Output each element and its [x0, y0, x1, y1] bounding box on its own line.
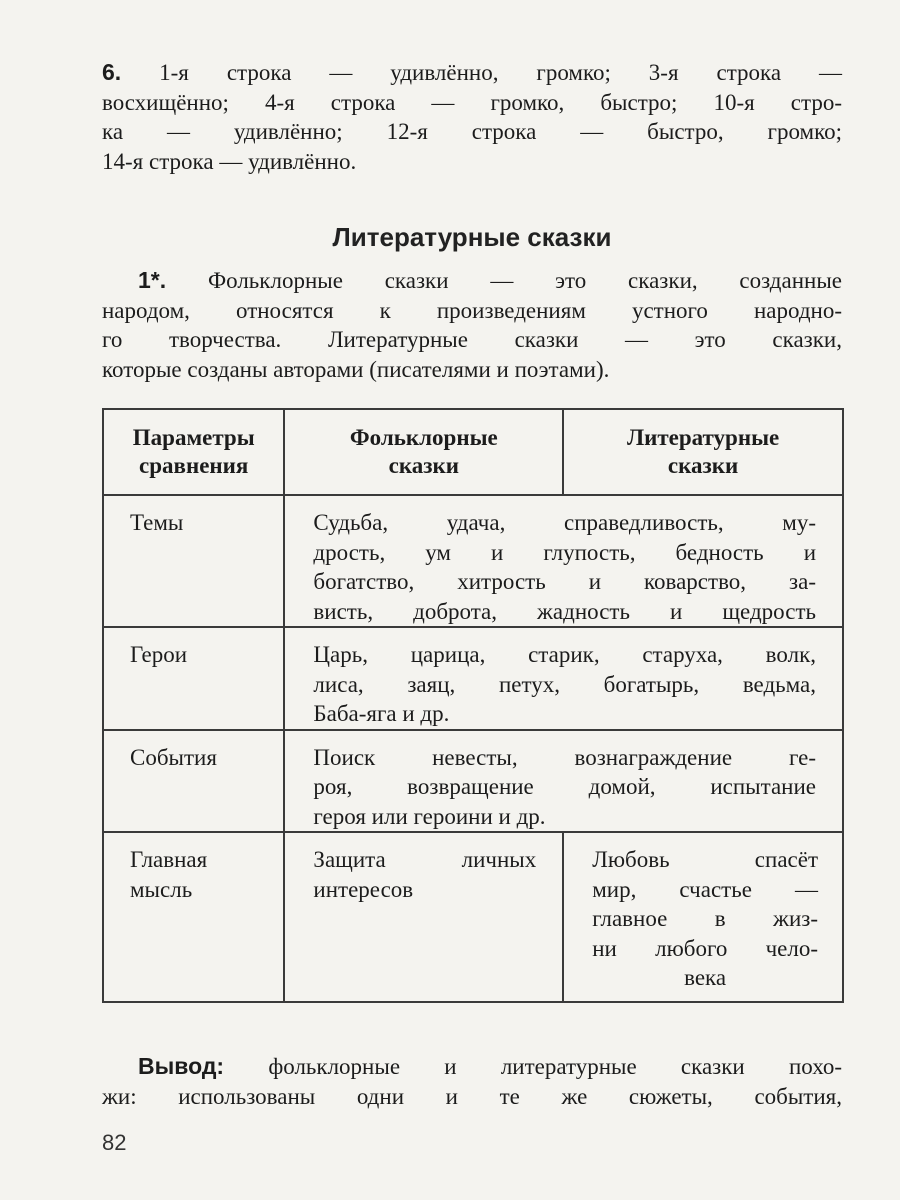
table-row-main-idea	[103, 832, 843, 1002]
table-row-events	[103, 730, 843, 833]
text-line: ка — удивлённо; 12-я строка — быстро, громко;	[102, 119, 842, 144]
text-line: 1*. Фольклорные сказки — это сказки, созданные	[138, 267, 842, 293]
text-line: 6. 1-я строка — удивлённо, громко; 3-я строка —	[102, 59, 843, 85]
text-line: жи: использованы одни и те же сюжеты, события,	[102, 1083, 842, 1109]
text-line: Вывод: фольклорные и литературные сказки похо-	[138, 1053, 842, 1079]
table-row-themes	[103, 495, 843, 627]
header-parameters: Параметры сравнения	[103, 409, 284, 495]
task-number: 1*.	[138, 267, 167, 293]
text-line: го творчества. Литературные сказки — это сказки,	[102, 327, 842, 352]
conclusion-label: Вывод:	[138, 1053, 225, 1079]
param-cell: Темы	[103, 495, 284, 627]
param-cell: Герои	[103, 627, 284, 730]
param-cell: Главная мысль	[103, 832, 284, 1002]
value-cell: Царь, царица, старик, старуха, волк, лиса, заяц, петух, богатырь, ведьма, Баба-яга и др.	[284, 627, 843, 730]
section-title: Литературные сказки	[332, 222, 612, 252]
param-cell: События	[103, 730, 284, 833]
table-header-row	[103, 409, 843, 495]
value-cell: Поиск невесты, вознаграждение ге- роя, возвращение домой, испытание героя или героини и др.	[284, 730, 843, 833]
page-number: 82	[102, 1130, 127, 1155]
comparison-table	[102, 408, 844, 1003]
table-row-heroes	[103, 627, 843, 730]
task-6-paragraph	[102, 58, 842, 176]
conclusion-paragraph	[102, 1052, 842, 1111]
folk-value-cell: Защита личных интересов	[284, 832, 563, 1002]
value-cell: Судьба, удача, справедливость, му- дрость, ум и глупость, бедность и богатство, хитрость и коварство, за- висть, доброта, жадность и щедрость	[284, 495, 843, 627]
task-number: 6.	[102, 59, 122, 85]
task-1-paragraph	[102, 266, 842, 384]
text-line: 14-я строка — удивлённо.	[102, 148, 357, 174]
text-line: восхищённо; 4-я строка — громко, быстро; 10-я стро-	[102, 89, 842, 115]
text-line: народом, относятся к произведениям устного народно-	[102, 297, 842, 323]
text-line: которые созданы авторами (писателями и поэтами).	[102, 356, 610, 382]
header-literary-tales: Литературные сказки	[563, 409, 843, 495]
literary-value-cell: Любовь спасёт мир, счастье — главное в жиз- ни любого чело- века	[563, 832, 843, 1002]
header-folk-tales: Фольклорные сказки	[284, 409, 563, 495]
